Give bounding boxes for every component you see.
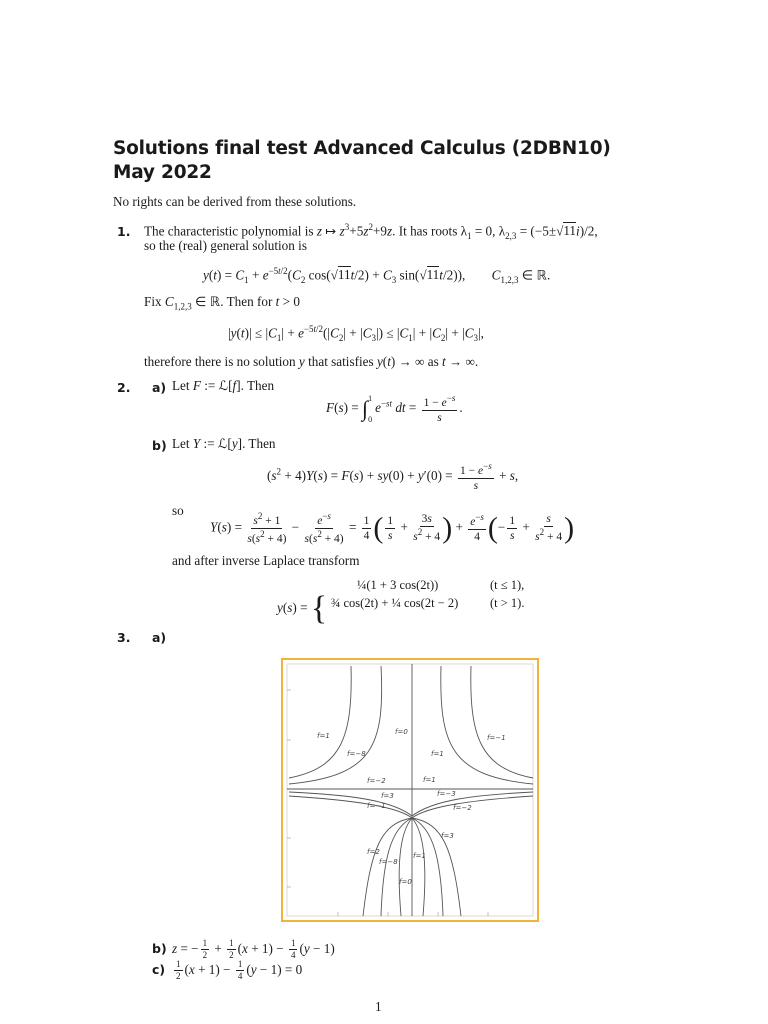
curve-label: f=−2 [367, 777, 386, 785]
q3-number: 3. [117, 630, 131, 645]
q1-general-solution-equation: $y(t) = C_1 + e^{-5t/2}(C_2$ $\cos(√11t/2) + C_3$ sin(√11t/2)), $C_{1,2,3}$ ∈ ℝ. [203, 266, 551, 286]
curve-label: f=1 [413, 852, 426, 860]
curve-label: f=0 [399, 878, 412, 886]
q1-number: 1. [117, 224, 131, 239]
q1-bound-equation: $|y(t)| \le |C_1| + e^{-5t/2}(|C_2| + |C_3|) \le |C_1| + |C_2| + |C_3|$, [228, 324, 484, 344]
q2b-equation-transform: $(s^2 + 4)Y(s) = F(s) + sy(0) + y'(0)$ = $\frac{1 - e^{-s}}{s}$ + s, [267, 461, 519, 492]
q1-line1: The characteristic polynomial is z ↦ $z^3+5z^2+9z$. It has roots $\lambda_1 = 0$, $\lambda_{2,3} = (-5\pm√11i)/2$, [144, 222, 598, 242]
page-title: Solutions final test Advanced Calculus (2DBN10) [113, 138, 611, 159]
q2a-label: a) [152, 380, 167, 395]
level-curves-figure [281, 658, 539, 922]
curve-label: f=−8 [379, 858, 398, 866]
page-number: 1 [375, 999, 382, 1014]
curve-label: f=0 [395, 728, 408, 736]
q3b-label: b) [152, 941, 167, 956]
curve-label: f=−2 [453, 804, 472, 812]
q2b-text: Let Y := ℒ[y]. Then [172, 436, 276, 451]
curve-label: f=3 [381, 792, 394, 800]
q2b-piecewise-lhs: y(s) = { [277, 590, 328, 627]
q3b-equation: z = − $\frac{1}{2}$ + $\frac{1}{2}$ (x + 1) − $\frac{1}{4}$ (y − 1) [172, 938, 335, 961]
q3c-label: c) [152, 962, 166, 977]
q2b-equation-Y: Y(s) = $\frac{s^2 + 1}{s(s^2 + 4)}$ − $\frac{e^{-s}}{s(s^2 + 4)}$ = $\frac{1}{4}$ ( $\frac{1}{s}$ + $\frac{3s}{s^2 + 4}$ ) + $\frac{e^{-s}}{4}$ (− $\frac{1}{s}$ + $\frac{s}{s^2 + 4}$ ) [210, 511, 575, 545]
curve-label: f=1 [431, 750, 444, 758]
curve-label: f=1 [317, 732, 330, 740]
q2b-cond1: (t ≤ 1), [490, 578, 525, 592]
q3a-label: a) [152, 630, 167, 645]
q2b-after-text: and after inverse Laplace transform [172, 553, 360, 568]
curve-label: f=−8 [347, 750, 366, 758]
curve-label: f=−1 [487, 734, 506, 742]
q2a-text: Let F := ℒ[f]. Then [172, 378, 275, 393]
curve-label: f=−3 [437, 790, 456, 798]
curve-label: f=1 [423, 776, 436, 784]
q2b-cond2: (t > 1). [490, 596, 525, 610]
q1-line4: therefore there is no solution y that satisfies y(t) → ∞ as t → ∞. [144, 354, 479, 369]
q2a-equation: F(s) = ∫ 1 0 $e^{-st}$ dt = $\frac{1 - e^{-s}}{s}$ . [326, 393, 463, 424]
q1-line3: Fix $C_{1,2,3}$ ∈ ℝ. Then for t > 0 [144, 294, 300, 312]
q2b-case2: ¾ cos(2t) + ¼ cos(2t − 2) [331, 596, 459, 610]
q3c-equation: $\frac{1}{2}$ (x + 1) − $\frac{1}{4}$ (y − 1) = 0 [176, 959, 303, 982]
curve-label: f=3 [441, 832, 454, 840]
q2b-so: so [172, 503, 184, 518]
q2b-case1: ¼(1 + 3 cos(2t)) [357, 578, 439, 592]
q2b-label: b) [152, 438, 167, 453]
curve-label: f=2 [367, 848, 380, 856]
intro-text: No rights can be derived from these solutions. [113, 194, 357, 209]
curve-label: f=−1 [367, 802, 386, 810]
page-subtitle-date: May 2022 [113, 162, 212, 183]
q2-number: 2. [117, 380, 131, 395]
q1-line2: so the (real) general solution is [144, 238, 307, 253]
